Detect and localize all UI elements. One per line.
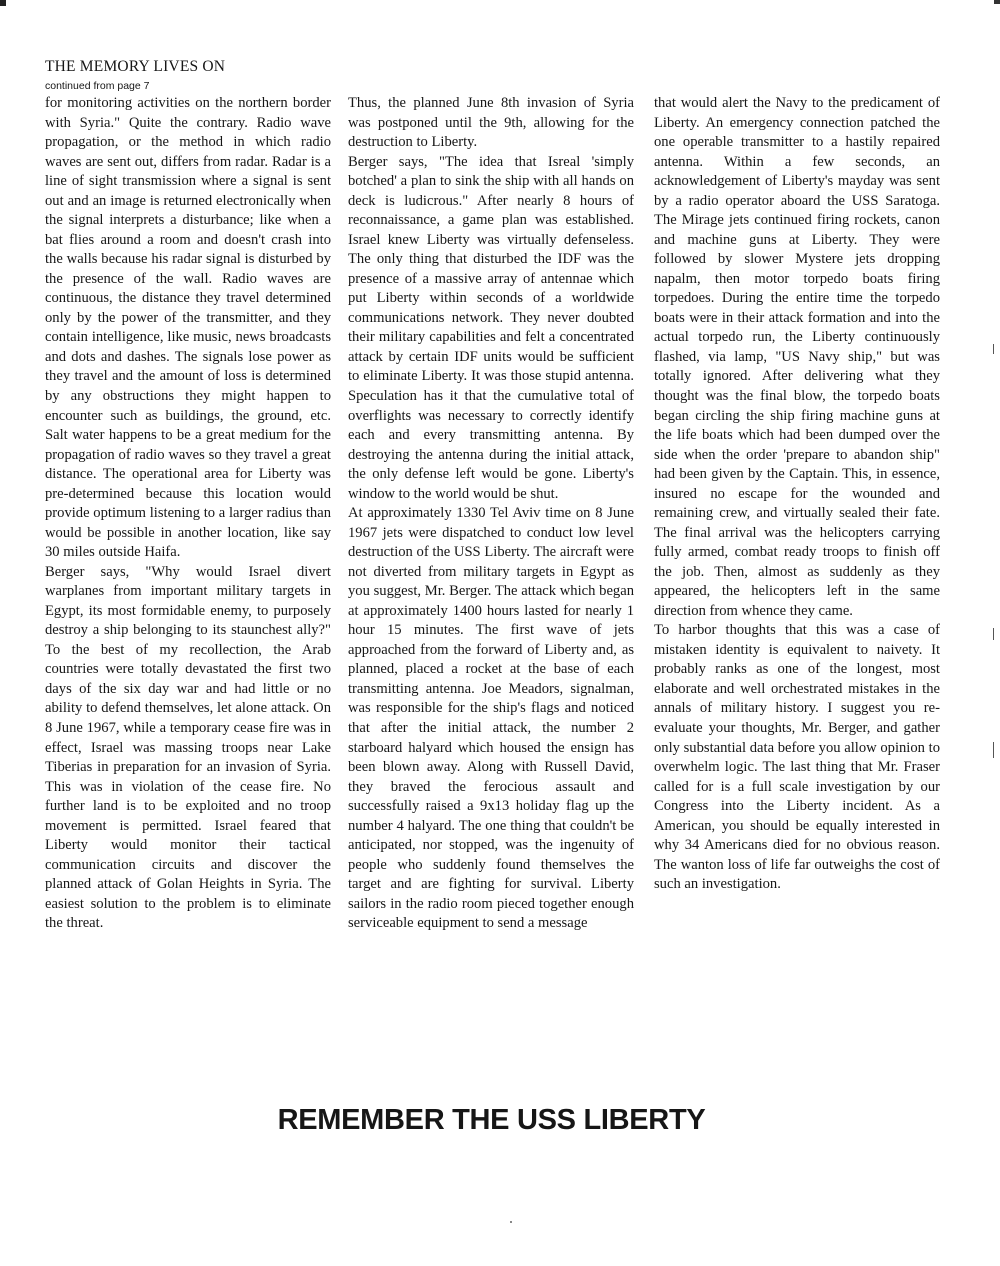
paragraph: Berger says, "Why would Israel divert warplanes from important military targets in Egypt, its most formidable enemy, to purposely destroy a ship belonging to its staunchest ally?" To the best of my recollection, the Arab countries were totally devastated the first two days of the six day war and had little or no ability to defend themselves, let alone attack. On 8 June 1967, while a temporary cease fire was in effect, Israel was massing troops near Lake Tiberias in preparation for an invasion of Syria. This was in violation of the cease fire. No further land is to be exploited and no troop movement is permitted. Israel feared that Liberty would monitor their tactical communication circuits and discover the planned attack of Golan Heights in Syria. The easiest solution to the problem is to eliminate the threat. [45,563,331,932]
continued-note: continued from page 7 [45,80,150,92]
text-column-1 [45,94,331,934]
paragraph: Thus, the planned June 8th invasion of Syria was postponed until the 9th, allowing for the destruction to Liberty. [348,95,634,151]
scan-corner-mark [0,0,6,6]
article-title: THE MEMORY LIVES ON [45,58,226,75]
text-column-3 [654,94,940,895]
paragraph: that would alert the Navy to the predicament of Liberty. An emergency connection patched the one operable transmitter to a hastily repaired antenna. Within a few seconds, an acknowledgement of Liberty's mayday was sent by a radio operator aboard the USS Saratoga. The Mirage jets continued firing rockets, canon and machine guns at Liberty. They were followed by slower Mystere jets dropping napalm, then motor torpedo boats firing torpedoes. During the entire time the torpedo boats were in their attack formation and into the actual torpedo run, the Liberty continuously flashed, via lamp, "US Navy ship," but was totally ignored. After delivering what they thought was the final blow, the torpedo boats began circling the ship firing machine guns at the life boats which had been dumped over the side when the order 'prepare to abandon ship" had been given by the Captain. This, in essence, insured no escape for the wounded and remaining crew, and virtually sealed their fate. The final arrival was the helicopters carrying fully armed, combat ready troops to finish off the job. Then, almost as suddenly as they appeared, the helicopters left in the same direction from whence they came. [654,95,940,619]
scan-corner-mark-right [994,0,1000,4]
scan-artifact [993,742,994,758]
scan-artifact [510,1221,512,1223]
scan-artifact [993,344,994,354]
paragraph: Berger says, "The idea that Isreal 'simply botched' a plan to sink the ship with all hands on deck is ludicrous." After nearly 8 hours of reconnaissance, a game plan was established. Israel knew Liberty was virtually defenseless. The only thing that disturbed the IDF was the presence of a massive array of antennae which put Liberty within seconds of a worldwide communications network. They never doubted their military capabilities and felt a concentrated attack by certain IDF units would be sufficient to eliminate Liberty. It was those stupid antenna. Speculation has it that the cumulative total of overflights was necessary to correctly identify each and every transmitting antenna. By destroying the antenna during the initial attack, the only defense left would be gone. Liberty's window to the world would be shut. [348,153,634,502]
paragraph: for monitoring activities on the northern border with Syria." Quite the contrary. Radio wave propagation, or the method in which radio waves are sent out, differs from radar. Radar is a line of sight transmission where a signal is sent out and an image is returned electronically when the signal interprets a disturbance; like when a bat flies around a room and doesn't crash into the walls because his radar signal is disturbed by the presence of the wall. Radio waves are continuous, the distance they travel determined only by the power of the transmitter, and they contain intelligence, like music, news broadcasts and dots and dashes. The signals lose power as they travel and the amount of loss is determined by any obstructions they might happen to encounter such as buildings, the ground, etc. Salt water happens to be a great medium for the propagation of radio waves so they travel a great distance. The operational area for Liberty was pre-determined because this location would provide optimum listening to a larger radius than would be possible in another location, like say 30 miles outside Haifa. [45,95,331,561]
scan-artifact [993,628,994,640]
text-column-2 [348,94,634,934]
footer-heading: REMEMBER THE USS LIBERTY [277,1104,706,1136]
paragraph: At approximately 1330 Tel Aviv time on 8 June 1967 jets were dispatched to conduct low level destruction of the USS Liberty. The aircraft were not diverted from military targets in Egypt as you suggest, Mr. Berger. The attack which began at approximately 1400 hours lasted for nearly 1 hour 15 minutes. The first wave of jets approached from the forward of Liberty and, as planned, placed a rocket at the base of each transmitting antenna. Joe Meadors, signalman, was responsible for the ship's flags and noticed that after the initial attack, the number 2 starboard halyard which housed the ensign has been blown away. Along with Russell David, they braved the ferocious assault and successfully raised a 9x13 holiday flag up the number 4 halyard. The one thing that couldn't be anticipated, nor stopped, was the ingenuity of people who suddenly found themselves the target and are fighting for survival. Liberty sailors in the radio room pieced together enough serviceable equipment to send a message [348,505,634,932]
paragraph: To harbor thoughts that this was a case of mistaken identity is equivalent to naivety. It probably ranks as one of the longest, most elaborate and well orchestrated mistakes in the annals of military history. I suggest you re-evaluate your thoughts, Mr. Berger, and gather only substantial data before you allow opinion to overwhelm logic. The last thing that Mr. Fraser called for is a full scale investigation by our Congress into the Liberty incident. As a American, you should be equally interested in why 34 Americans died for no obvious reason. The wanton loss of life far outweighs the cost of such an investigation. [654,622,940,893]
